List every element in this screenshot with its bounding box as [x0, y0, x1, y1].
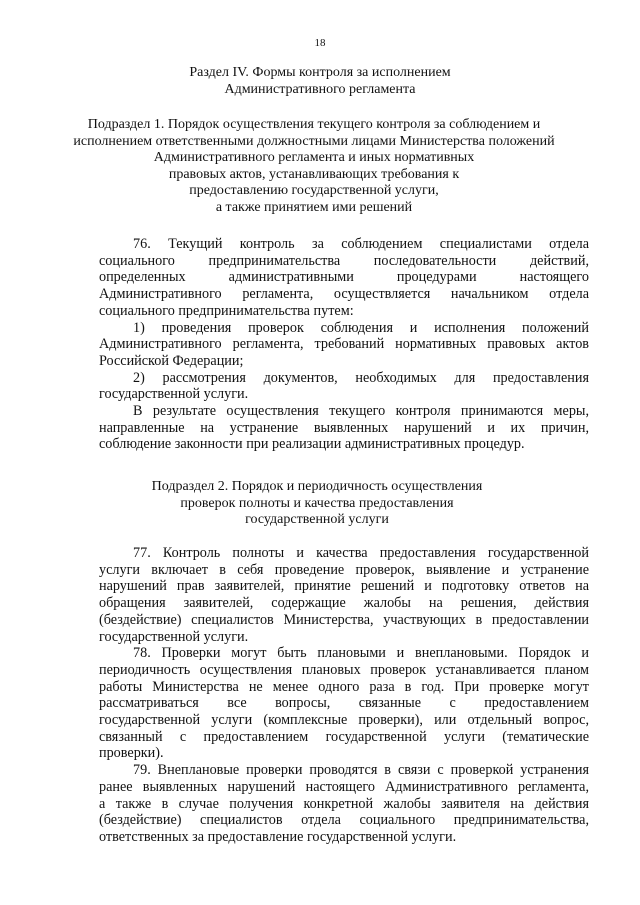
heading-line: Административного регламента и иных нормативных: [153, 150, 475, 165]
paragraph-line: Административного регламента, требований нормативных правовых актов: [99, 336, 589, 353]
paragraph-line: 79. Внеплановые проверки проводятся в связи с проверкой устранения: [133, 762, 589, 779]
paragraph-line: периодичность осуществления плановых проверок устанавливается планом: [99, 661, 589, 678]
heading-line: государственной услуги: [245, 512, 389, 527]
subsection-1-heading: [0, 117, 634, 216]
paragraph-line: социального предпринимательства последовательности действий,: [99, 252, 589, 269]
paragraph-line: проверки).: [99, 745, 164, 762]
paragraph-line: направленные на устранение выявленных нарушений и их причин,: [99, 419, 589, 436]
paragraph-line: 76. Текущий контроль за соблюдением специалистами отдела: [133, 236, 589, 252]
heading-line: Раздел IV. Формы контроля за исполнением: [189, 65, 451, 80]
paragraph-line: 78. Проверки могут быть плановыми и внеплановыми. Порядок и: [133, 645, 589, 662]
paragraph-line: работы Министерства не менее одного раза в год. При проверке могут: [99, 678, 589, 695]
paragraph-line: а также в случае получения конкретной жалобы заявителя на действия: [99, 795, 589, 812]
section-heading: [0, 65, 640, 98]
subsection-2-heading: [0, 479, 637, 529]
paragraph-line: государственной услуги.: [99, 628, 249, 645]
heading-line: правовых актов, устанавливающих требования к: [168, 166, 460, 182]
paragraph-line: ранее выявленных нарушений настоящего Административного регламента,: [99, 778, 589, 795]
paragraph-line: Административного регламента, осуществляется начальником отдела: [99, 286, 589, 303]
heading-line: Подраздел 1. Порядок осуществления текущего контроля за соблюдением и: [87, 117, 541, 132]
paragraph-line: определенных административными процедурами настоящего: [99, 269, 589, 286]
paragraph-line: 1) проведения проверок соблюдения и исполнения положений: [133, 319, 589, 336]
heading-line: исполнением ответственными должностными лицами Министерства положений: [73, 133, 555, 149]
heading-line: Административного регламента: [224, 81, 416, 97]
heading-line: а также принятием ими решений: [215, 199, 413, 215]
paragraph-line: ответственных за предоставление государственной услуги.: [99, 828, 457, 845]
paragraph-line: соблюдение законности при реализации административных процедур.: [99, 436, 525, 453]
paragraph-line: (бездействие) специалистов Министерства, участвующих в предоставлении: [99, 611, 589, 628]
heading-line: предоставлению государственной услуги,: [189, 183, 439, 198]
paragraph-line: нарушений прав заявителей, принятие решений и подготовку ответов на: [99, 578, 589, 595]
paragraph-line: связанный с предоставлением государственной услуги (тематические: [99, 728, 589, 745]
paragraph-77-79-block: [99, 545, 589, 846]
paragraph-line: 2) рассмотрения документов, необходимых для предоставления: [133, 369, 589, 386]
paragraph-line: 77. Контроль полноты и качества предоставления государственной: [133, 545, 589, 561]
paragraph-line: государственной услуги (комплексные проверки), или отдельный вопрос,: [99, 712, 589, 729]
paragraph-76-block: [99, 236, 589, 453]
paragraph-line: (бездействие) специалистов отдела социального предпринимательства,: [99, 812, 589, 829]
heading-line: Подраздел 2. Порядок и периодичность осуществления: [151, 479, 483, 494]
paragraph-line: услуги включает в себя проведение проверок, выявление и устранение: [99, 561, 589, 578]
page-number: 18: [314, 37, 326, 49]
paragraph-line: рассматриваться все вопросы, связанные с предоставлением: [99, 695, 589, 712]
paragraph-line: Российской Федерации;: [99, 352, 244, 369]
paragraph-line: обращения заявителей, содержащие жалобы на решения, действия: [99, 595, 589, 612]
paragraph-line: государственной услуги.: [99, 386, 249, 403]
paragraph-line: социального предпринимательства путем:: [99, 302, 354, 319]
paragraph-line: В результате осуществления текущего контроля принимаются меры,: [133, 403, 589, 420]
heading-line: проверок полноты и качества предоставления: [180, 495, 454, 511]
